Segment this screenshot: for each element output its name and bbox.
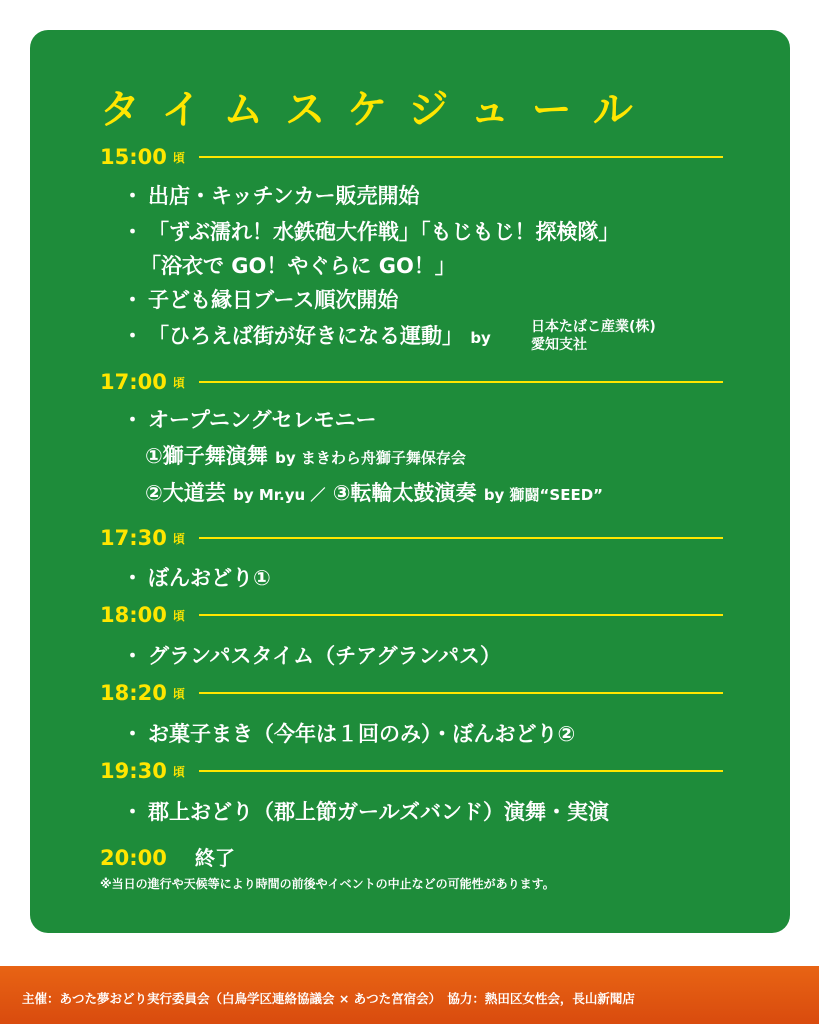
time-header-1730 <box>100 523 723 553</box>
bullet-icon: ・ <box>122 800 143 824</box>
footer-credits: 主催：あつた夢おどり実行委員会（白鳥学区連絡協議会 × あつた宮宿会） 協力：熱田区女性会，長山新聞店 <box>22 991 635 1006</box>
bullet-icon: ・ <box>122 288 143 312</box>
approx-label: 頃 <box>172 531 185 546</box>
approx-label: 頃 <box>172 686 185 701</box>
approx-label: 頃 <box>172 150 185 165</box>
bullet-icon: ・ <box>122 184 143 208</box>
list-item-continuation: 「浴衣で GO！やぐらに GO！」 <box>140 254 456 278</box>
performer-label: by Mr.yu ／ <box>233 486 326 504</box>
approx-label: 頃 <box>172 375 185 390</box>
by-label: by <box>470 329 491 347</box>
end-row <box>100 842 235 871</box>
bullet-icon: ・ <box>122 644 143 668</box>
list-item: ・ 出店・キッチンカー販売開始 <box>122 180 420 210</box>
list-item: ・ 郡上おどり（郡上節ガールズバンド）演舞・実演 <box>122 796 609 826</box>
divider-line <box>199 692 723 694</box>
time-label: 17:30 <box>100 526 167 550</box>
end-time: 20:00 <box>100 846 167 870</box>
time-header-1820 <box>100 678 723 708</box>
bullet-icon: ・ <box>122 566 143 590</box>
organizer-name: 日本たばこ産業(株) 愛知支社 <box>531 319 656 353</box>
time-header-1800 <box>100 600 723 630</box>
approx-label: 頃 <box>172 764 185 779</box>
page-title: タイムスケジュール <box>100 87 655 133</box>
end-label: 終了 <box>194 846 235 870</box>
time-label: 15:00 <box>100 145 167 169</box>
list-item: ・ グランパスタイム（チアグランパス） <box>122 640 501 670</box>
time-header-1500 <box>100 142 723 172</box>
disclaimer-note: ※当日の進行や天候等により時間の前後やイベントの中止などの可能性があります。 <box>100 877 555 891</box>
list-item: ・ オープニングセレモニー <box>122 404 376 434</box>
divider-line <box>199 381 723 383</box>
list-item: ・ ぼんおどり① <box>122 562 271 592</box>
performer-label: by 獅闘“SEED” <box>483 486 604 504</box>
list-item-sub: ①獅子舞演舞 by まきわら舟獅子舞保存会 <box>145 444 466 468</box>
list-item: ・ 「ずぶ濡れ！水鉄砲大作戦」「もじもじ！探検隊」 <box>122 216 619 246</box>
divider-line <box>199 770 723 772</box>
divider-line <box>199 614 723 616</box>
performer-label: by まきわら舟獅子舞保存会 <box>275 449 466 467</box>
bullet-icon: ・ <box>122 722 143 746</box>
bullet-icon: ・ <box>122 408 143 432</box>
list-item: ・ 子ども縁日ブース順次開始 <box>122 284 398 314</box>
time-label: 17:00 <box>100 370 167 394</box>
approx-label: 頃 <box>172 608 185 623</box>
bullet-icon: ・ <box>122 324 143 348</box>
list-item-sub: ②大道芸 by Mr.yu ／ ③転輪太鼓演奏 by 獅闘“SEED” <box>145 481 604 505</box>
list-item: ・ 「ひろえば街が好きになる運動」 by <box>122 320 491 350</box>
time-header-1930 <box>100 756 723 786</box>
list-item: ・ お菓子まき（今年は１回のみ）・ぼんおどり② <box>122 718 575 748</box>
time-label: 19:30 <box>100 759 167 783</box>
bullet-icon: ・ <box>122 220 143 244</box>
time-label: 18:00 <box>100 603 167 627</box>
time-label: 18:20 <box>100 681 167 705</box>
divider-line <box>199 156 723 158</box>
time-header-1700 <box>100 367 723 397</box>
divider-line <box>199 537 723 539</box>
